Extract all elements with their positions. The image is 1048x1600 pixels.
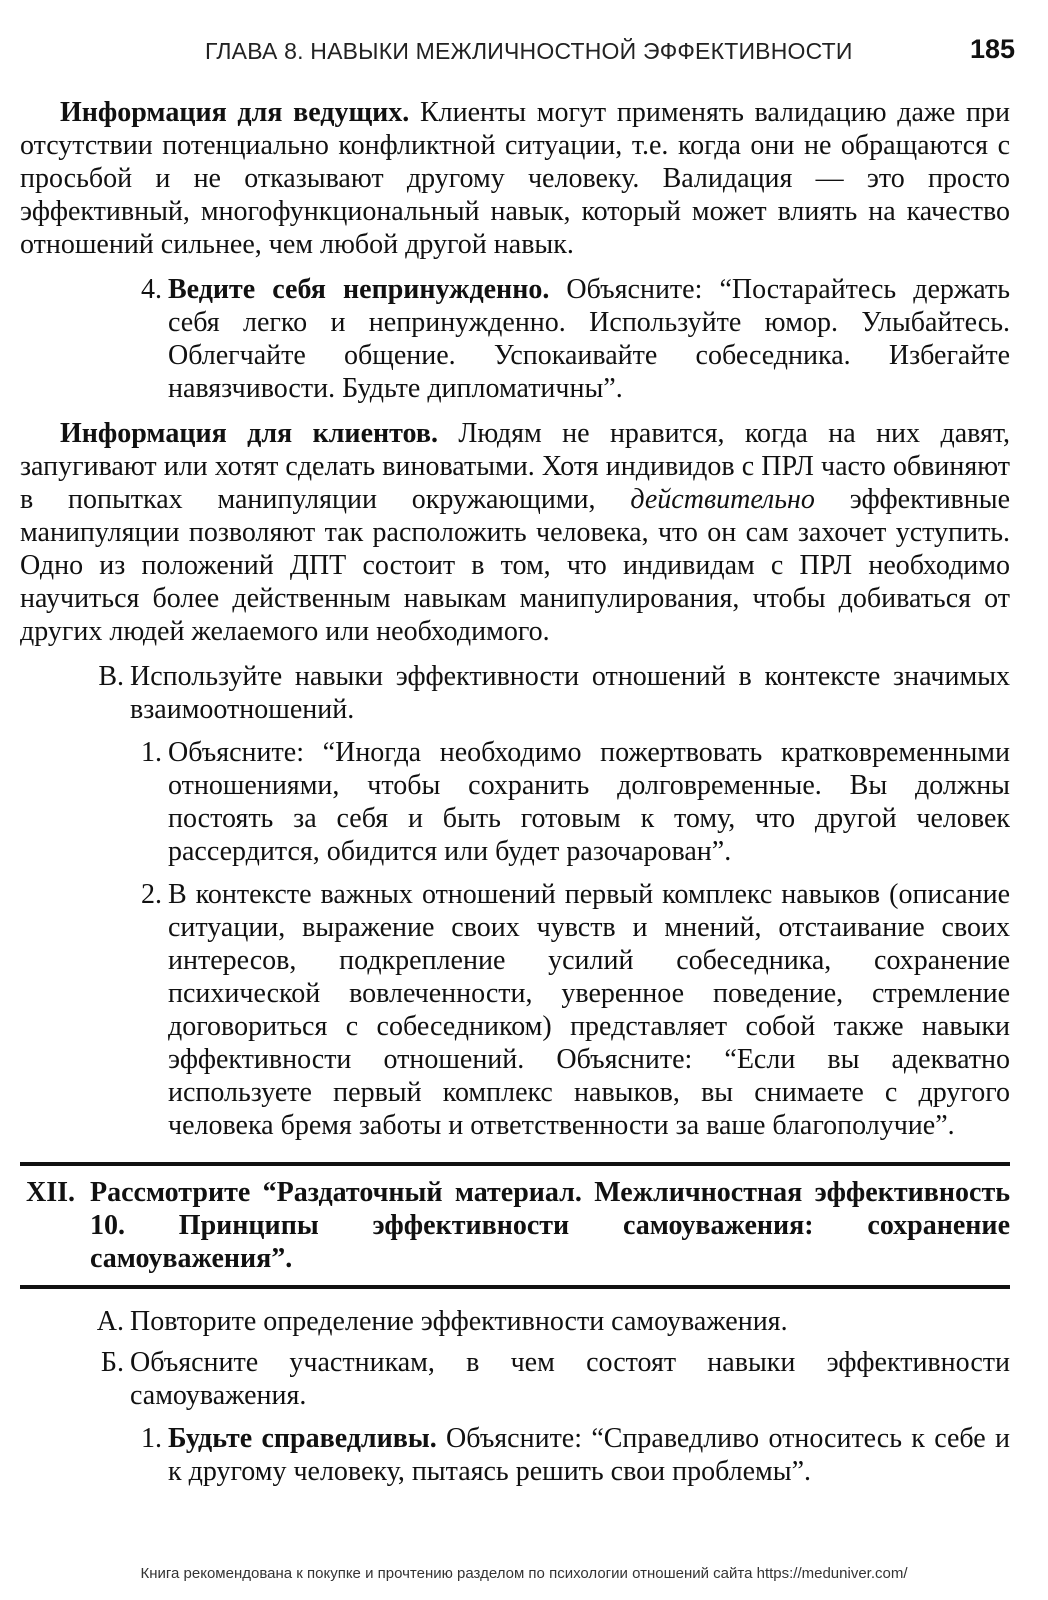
list-item-4	[20, 273, 1010, 405]
emphasis-text: действительно	[630, 484, 815, 515]
list-item-text: Повторите определение эффективности самоуважения.	[130, 1306, 788, 1337]
list-number: 4.	[141, 274, 162, 305]
section-heading-xii	[20, 1162, 1010, 1289]
list-item-text: Объясните: “Справедливо относитесь к себе и к другому человеку, пытаясь решить свои проблемы”.	[168, 1423, 1010, 1487]
running-header	[0, 34, 1048, 74]
paragraph-text: Людям не нравится, когда на них давят, запугивают или хотят сделать виноватыми. Хотя индивидов с ПРЛ часто обвиняют в попытках манипуляции окружающими,	[20, 418, 1010, 515]
list-item-b	[20, 1346, 1010, 1412]
paragraph-text: эффективные манипуляции позволяют так расположить человека, что он сам захочет уступить. Одно из положений ДПТ состоит в том, что индивидам с ПРЛ необходимо научиться более действенным навыкам манипулирования, чтобы добиваться от других людей желаемого или необходимого.	[20, 484, 1010, 647]
paragraph-lead: Информация для клиентов.	[60, 418, 438, 449]
list-item-b1	[20, 1422, 1010, 1488]
list-number: 1.	[141, 737, 162, 768]
footer-note: Книга рекомендована к покупке и прочтению разделом по психологии отношений сайта https://meduniver.com/	[140, 1565, 908, 1582]
list-letter: Б.	[100, 1347, 124, 1378]
list-item-text: Объясните: “Постарайтесь держать себя легко и непринужденно. Используйте юмор. Улыбайтесь. Облегчайте общение. Успокаивайте собеседника. Избегайте навязчивости. Будьте дипломатичны”.	[168, 274, 1010, 404]
list-item-text: Объясните участникам, в чем состоят навыки эффективности самоуважения.	[130, 1347, 1010, 1411]
list-item-lead: Будьте справедливы.	[168, 1423, 437, 1454]
list-item-text: Объясните: “Иногда необходимо пожертвовать кратковременными отношениями, чтобы сохранить долговременные. Вы должны постоять за себя и быть готовым к тому, что другой человек рассердится, обидится или будет разочарован”.	[168, 737, 1010, 867]
list-item-text: В контексте важных отношений первый комплекс навыков (описание ситуации, выражение своих чувств и мнений, отстаивание своих интересов, подкрепление усилий собеседника, сохранение психической вовлеченности, уверенное поведение, стремление договориться с собеседником) представляет собой также навыки эффективности отношений. Объясните: “Если вы адекватно используете первый комплекс навыков, вы снимаете с другого человека бремя заботы и ответственности за ваше благополучие”.	[168, 879, 1010, 1141]
list-item-v2	[20, 878, 1010, 1142]
page-number: 185	[970, 34, 1016, 64]
paragraph-clients-info	[20, 417, 1010, 648]
list-item-v1	[20, 736, 1010, 868]
list-item-a	[20, 1305, 1010, 1338]
list-item-lead: Ведите себя непринужденно.	[168, 274, 550, 305]
list-letter: А.	[96, 1306, 124, 1337]
paragraph-lead: Информация для ведущих.	[60, 97, 410, 128]
paragraph-text: Клиенты могут применять валидацию даже при отсутствии потенциально конфликтной ситуации, т.е. когда они не обращаются с просьбой и не отказывают другому человеку. Валидация — это просто эффективный, многофункциональный навык, который может влиять на качество отношений сильнее, чем любой другой навык.	[20, 97, 1010, 260]
section-title: Рассмотрите “Раздаточный материал. Межличностная эффективность 10. Принципы эффективности самоуважения: сохранение самоуважения”.	[90, 1177, 1010, 1274]
page-body	[20, 96, 1010, 1488]
chapter-title: ГЛАВА 8. НАВЫКИ МЕЖЛИЧНОСТНОЙ ЭФФЕКТИВНОСТИ	[205, 38, 853, 64]
list-item-text: Используйте навыки эффективности отношений в контексте значимых взаимоотношений.	[130, 661, 1010, 725]
paragraph-leaders-info	[20, 96, 1010, 261]
list-number: 1.	[141, 1423, 162, 1454]
list-item-v	[20, 660, 1010, 726]
section-number: XII.	[26, 1177, 76, 1208]
list-number: 2.	[141, 879, 162, 910]
list-letter: В.	[98, 661, 124, 692]
